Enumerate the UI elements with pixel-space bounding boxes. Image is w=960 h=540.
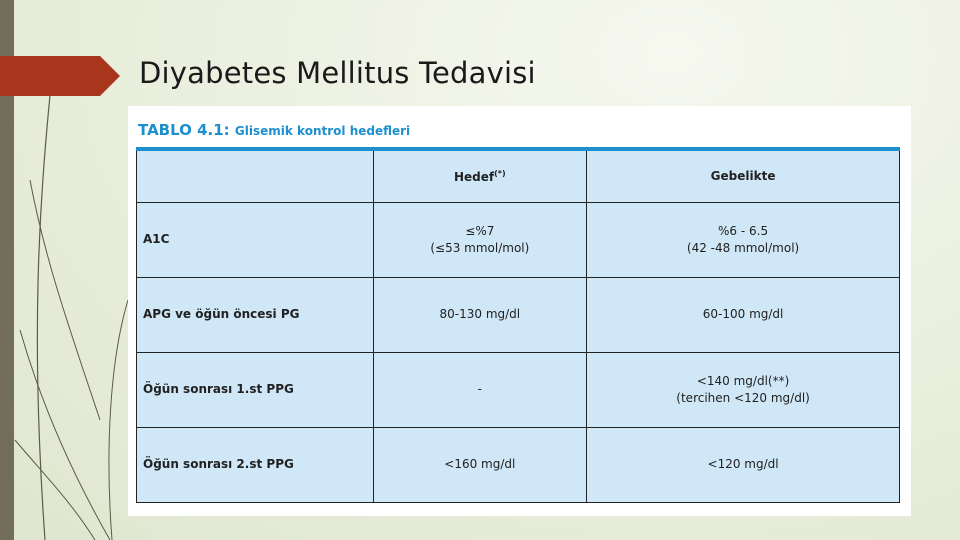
hedef-cell <box>373 277 587 352</box>
slide-title: Diyabetes Mellitus Tedavisi <box>139 56 536 90</box>
cell-line: 60-100 mg/dl <box>702 307 784 321</box>
glycemic-targets-table <box>136 147 900 503</box>
table-caption-label: TABLO 4.1: <box>138 121 230 139</box>
gebelikte-cell <box>587 277 900 352</box>
cell-line: <140 mg/dl(**) <box>696 373 790 388</box>
table-header-row <box>137 149 900 202</box>
gebelikte-cell <box>587 427 900 502</box>
cell-line: <120 mg/dl <box>707 457 779 471</box>
header-gebelikte <box>587 149 900 202</box>
gebelikte-cell <box>587 202 900 277</box>
hedef-cell <box>373 202 587 277</box>
cell-line: %6 - 6.5 <box>718 223 769 238</box>
row-label: A1C <box>137 202 374 277</box>
header-gebelikte-label: Gebelikte <box>710 169 776 184</box>
cell-line: (≤53 mmol/mol) <box>430 240 530 255</box>
table-row <box>137 277 900 352</box>
table-row <box>137 352 900 427</box>
header-hedef-sup: (*) <box>494 168 506 178</box>
hedef-cell <box>373 427 587 502</box>
hedef-cell <box>373 352 587 427</box>
cell-line: (42 -48 mmol/mol) <box>686 240 800 255</box>
header-empty <box>137 149 374 202</box>
table-row <box>137 202 900 277</box>
cell-line: ≤%7 <box>465 223 495 238</box>
row-label: APG ve öğün öncesi PG <box>137 277 374 352</box>
cell-line: (tercihen <120 mg/dl) <box>676 390 810 405</box>
row-label: Öğün sonrası 2.st PPG <box>137 427 374 502</box>
table-caption <box>138 121 410 139</box>
table-row <box>137 427 900 502</box>
cell-line: <160 mg/dl <box>444 457 516 471</box>
title-arrow-shape <box>0 56 120 96</box>
cell-line: 80-130 mg/dl <box>439 307 521 321</box>
row-label: Öğün sonrası 1.st PPG <box>137 352 374 427</box>
gebelikte-cell <box>587 352 900 427</box>
cell-line: - <box>477 382 482 396</box>
header-hedef <box>373 149 587 202</box>
header-hedef-label: Hedef <box>454 169 495 184</box>
table-caption-text: Glisemik kontrol hedefleri <box>234 124 411 138</box>
